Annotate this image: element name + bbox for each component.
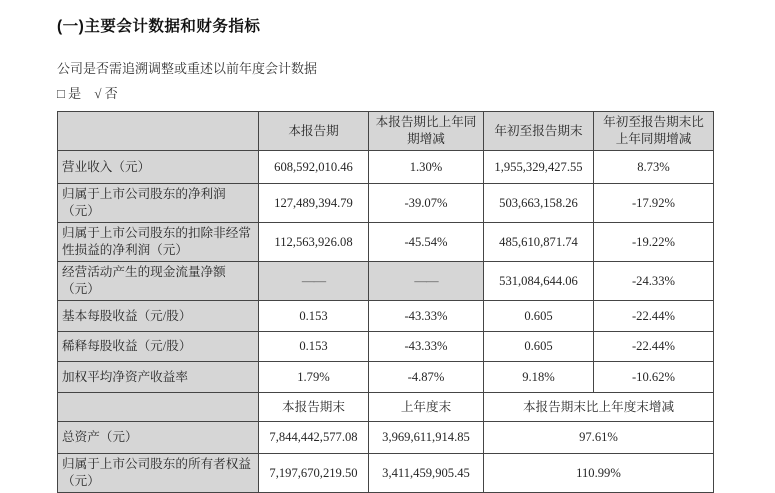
header-current-period: 本报告期 <box>259 112 369 151</box>
row-label: 稀释每股收益（元/股） <box>58 332 259 362</box>
cell-value: -22.44% <box>594 332 714 362</box>
cell-value: 9.18% <box>484 362 594 393</box>
cell-value: 503,663,158.26 <box>484 184 594 223</box>
table-row <box>58 362 714 393</box>
cell-value: -4.87% <box>369 362 484 393</box>
header-empty-cell <box>58 112 259 151</box>
cell-value: -43.33% <box>369 332 484 362</box>
cell-value: 0.153 <box>259 332 369 362</box>
row-label: 基本每股收益（元/股） <box>58 301 259 332</box>
cell-value: 0.153 <box>259 301 369 332</box>
table-row <box>58 151 714 184</box>
cell-value: 608,592,010.46 <box>259 151 369 184</box>
cell-value: -39.07% <box>369 184 484 223</box>
cell-value: -43.33% <box>369 301 484 332</box>
cell-value: 485,610,871.74 <box>484 223 594 262</box>
cell-value: 97.61% <box>484 422 714 454</box>
cell-value: 1,955,329,427.55 <box>484 151 594 184</box>
cell-value: 1.79% <box>259 362 369 393</box>
subheader-end-of-prior-year: 上年度末 <box>369 393 484 422</box>
cell-value: 531,084,644.06 <box>484 262 594 301</box>
cell-dash: —— <box>259 262 369 301</box>
table-row <box>58 223 714 262</box>
header-current-period-yoy-change: 本报告期比上年同期增减 <box>369 112 484 151</box>
subheader-empty-cell <box>58 393 259 422</box>
cell-value: 127,489,394.79 <box>259 184 369 223</box>
cell-value: -10.62% <box>594 362 714 393</box>
cell-value: 3,411,459,905.45 <box>369 454 484 493</box>
cell-value: -45.54% <box>369 223 484 262</box>
cell-value: -22.44% <box>594 301 714 332</box>
row-label: 总资产（元） <box>58 422 259 454</box>
table-row <box>58 301 714 332</box>
header-ytd: 年初至报告期末 <box>484 112 594 151</box>
header-ytd-yoy-change: 年初至报告期末比上年同期增减 <box>594 112 714 151</box>
cell-dash: —— <box>369 262 484 301</box>
cell-value: 112,563,926.08 <box>259 223 369 262</box>
cell-value: 1.30% <box>369 151 484 184</box>
cell-value: -24.33% <box>594 262 714 301</box>
row-label: 营业收入（元） <box>58 151 259 184</box>
table-header-row <box>58 112 714 151</box>
cell-value: 0.605 <box>484 332 594 362</box>
row-label: 加权平均净资产收益率 <box>58 362 259 393</box>
cell-value: 7,197,670,219.50 <box>259 454 369 493</box>
table-row <box>58 422 714 454</box>
row-label: 经营活动产生的现金流量净额（元） <box>58 262 259 301</box>
table-row <box>58 262 714 301</box>
cell-value: 7,844,442,577.08 <box>259 422 369 454</box>
cell-value: -17.92% <box>594 184 714 223</box>
checkmark-no-option: √ 否 <box>94 86 118 101</box>
section-title: (一)主要会计数据和财务指标 <box>57 18 261 35</box>
checkbox-yes-option: □ 是 <box>57 86 82 101</box>
financial-indicators-table <box>57 111 714 493</box>
restatement-answer <box>57 83 775 102</box>
row-label: 归属于上市公司股东的扣除非经常性损益的净利润（元） <box>58 223 259 262</box>
table-row <box>58 454 714 493</box>
cell-value: 0.605 <box>484 301 594 332</box>
subheader-end-of-period: 本报告期末 <box>259 393 369 422</box>
cell-value: 3,969,611,914.85 <box>369 422 484 454</box>
table-row <box>58 184 714 223</box>
cell-value: 8.73% <box>594 151 714 184</box>
table-subheader-row <box>58 393 714 422</box>
subheader-change-vs-prior-year-end: 本报告期末比上年度末增减 <box>484 393 714 422</box>
cell-value: 110.99% <box>484 454 714 493</box>
row-label: 归属于上市公司股东的所有者权益（元） <box>58 454 259 493</box>
row-label: 归属于上市公司股东的净利润（元） <box>58 184 259 223</box>
restatement-question: 公司是否需追溯调整或重述以前年度会计数据 <box>57 61 318 76</box>
cell-value: -19.22% <box>594 223 714 262</box>
table-row <box>58 332 714 362</box>
